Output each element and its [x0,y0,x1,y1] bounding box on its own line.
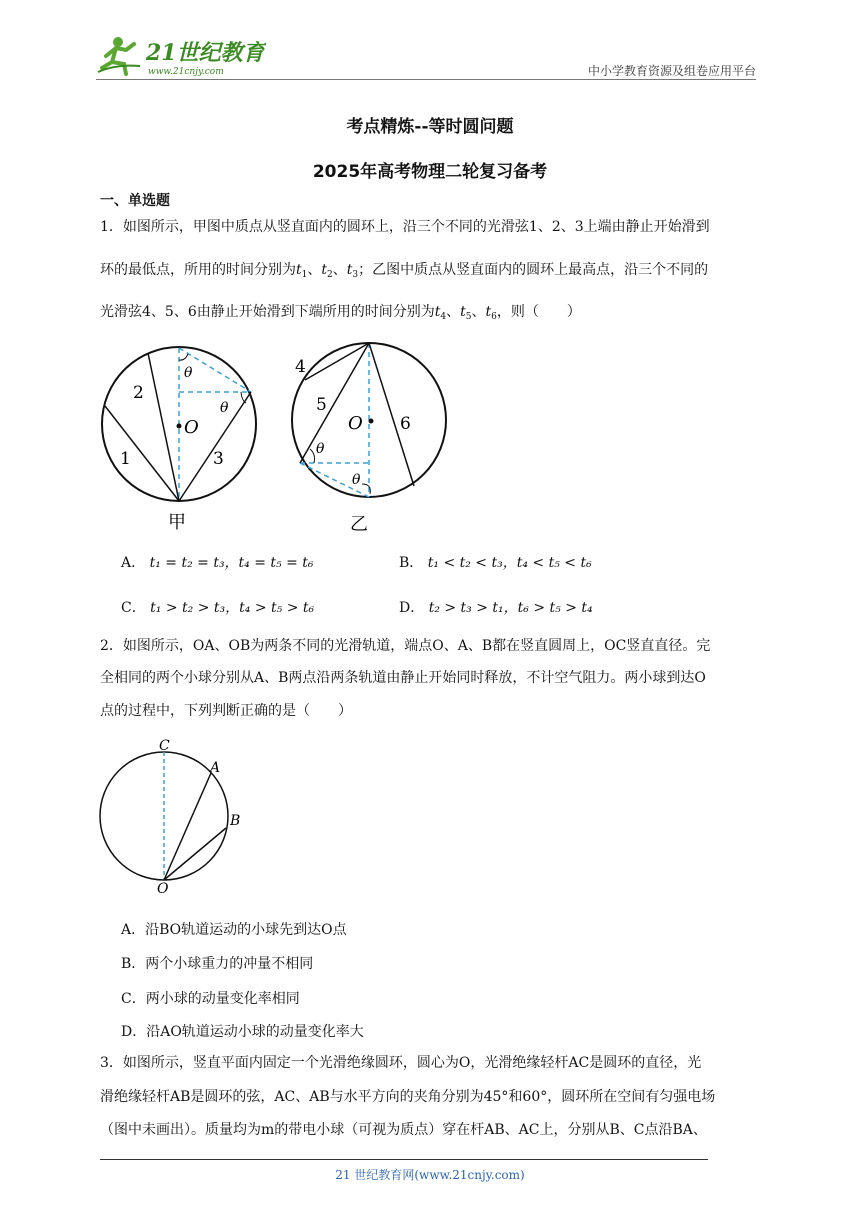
q1-option-d-label: D． [399,600,425,616]
q1-option-a-label: A． [121,555,146,571]
q1-line3-text-b: ，则（ ） [496,304,581,320]
footer-divider [100,1159,708,1160]
q1-option-d [399,597,593,617]
logo-text: 21世纪教育 [146,40,265,66]
q2-option-a: A．沿BO轨道运动的小球先到达O点 [121,922,347,938]
chord-5-label: 5 [316,395,327,415]
q1-option-b [399,552,592,572]
runner-logo-icon [96,34,266,78]
q3-line2: 滑绝缘轻杆AB是圆环的弦，AC、AB与水平方向的夹角分别为45°和60°，圆环所在空间有匀强电场 [100,1089,716,1105]
section-heading: 一、单选题 [100,193,170,209]
jia-center-label: O [184,417,199,438]
q1-option-c [121,597,314,617]
q1-option-a [121,552,314,572]
q1-option-b-text: t₁ < t₂ < t₃，t₄ < t₅ < t₆ [427,555,592,571]
chord-4-label: 4 [295,357,306,377]
q1-line3-text-a: 光滑弦4、5、6由静止开始滑到下端所用的时间分别为 [100,304,435,320]
q1-line2-text-a: 环的最低点，所用的时间分别为 [100,262,296,278]
q1-option-c-label: C． [121,600,146,616]
page-title: 考点精炼--等时圆问题 [346,117,514,137]
point-o-label: O [157,881,169,896]
q1-figure-yi [286,336,476,536]
yi-theta-left: θ [316,441,325,457]
q1-option-c-text: t₁ > t₂ > t₃，t₄ > t₅ > t₆ [150,600,315,616]
q3-line3: （图中未画出）。质量均为m的带电小球（可视为质点）穿在杆AB、AC上，分别从B、C点沿BA、 [100,1122,707,1138]
q1-option-d-text: t₂ > t₃ > t₁，t₆ > t₅ > t₄ [428,600,593,616]
chord-3-label: 3 [213,449,224,469]
header-platform-text: 中小学教育资源及组卷应用平台 [587,64,756,78]
footer-link[interactable]: 21 世纪教育网(www.21cnjy.com) [335,1168,525,1182]
jia-theta-right: θ [220,400,229,416]
q2-option-b: B．两个小球重力的冲量不相同 [121,956,314,972]
chord-6-label: 6 [400,414,411,434]
point-b-label: B [230,813,241,829]
q3-line1: 3．如图所示，竖直平面内固定一个光滑绝缘圆环，圆心为O，光滑绝缘轻杆AC是圆环的直径，光 [100,1055,702,1071]
q2-figure [96,736,256,896]
site-logo [96,34,266,78]
q1-option-a-text: t₁ = t₂ = t₃，t₄ = t₅ = t₆ [149,555,314,571]
q2-option-c: C．两小球的动量变化率相同 [121,991,300,1007]
yi-theta-bottom: θ [352,472,361,488]
jia-theta-top: θ [184,365,193,381]
jia-caption: 甲 [168,512,186,533]
q2-line2: 全相同的两个小球分别从A、B两点沿两条轨道由静止开始同时释放，不计空气阻力。两小球到达O [100,670,706,686]
q1-line2: 环的最低点，所用的时间分别为$t_1$、$t_2$、$t_3$；乙图中质点从竖直面内的圆环上最高点，沿三个不同的 [100,262,709,280]
point-a-label: A [210,760,221,776]
header-divider [96,79,756,80]
q2-line3: 点的过程中，下列判断正确的是（ ） [100,703,352,719]
q2-line1: 2．如图所示，OA、OB为两条不同的光滑轨道，端点O、A、B都在竖直圆周上，OC竖直直径。完 [100,638,711,654]
chord-2-label: 2 [133,383,144,403]
q1-option-b-label: B． [399,555,424,571]
yi-caption: 乙 [350,514,368,535]
q1-line1: 1．如图所示，甲图中质点从竖直面内的圆环上，沿三个不同的光滑弦1、2、3上端由静止开始滑到 [100,219,710,235]
q1-line2-text-b: ；乙图中质点从竖直面内的圆环上最高点，沿三个不同的 [358,262,709,278]
point-c-label: C [159,738,170,754]
q2-option-d: D．沿AO轨道运动小球的动量变化率大 [121,1024,364,1040]
page-subtitle: 2025年高考物理二轮复习备考 [312,162,548,182]
yi-center-label: O [348,413,363,434]
chord-1-label: 1 [120,449,131,469]
logo-url: www.21cnjy.com [148,67,224,77]
q1-line3: 光滑弦4、5、6由静止开始滑到下端所用的时间分别为$t_4$、$t_5$、$t_6$，则（ ） [100,304,581,322]
figure-jia [102,347,256,533]
